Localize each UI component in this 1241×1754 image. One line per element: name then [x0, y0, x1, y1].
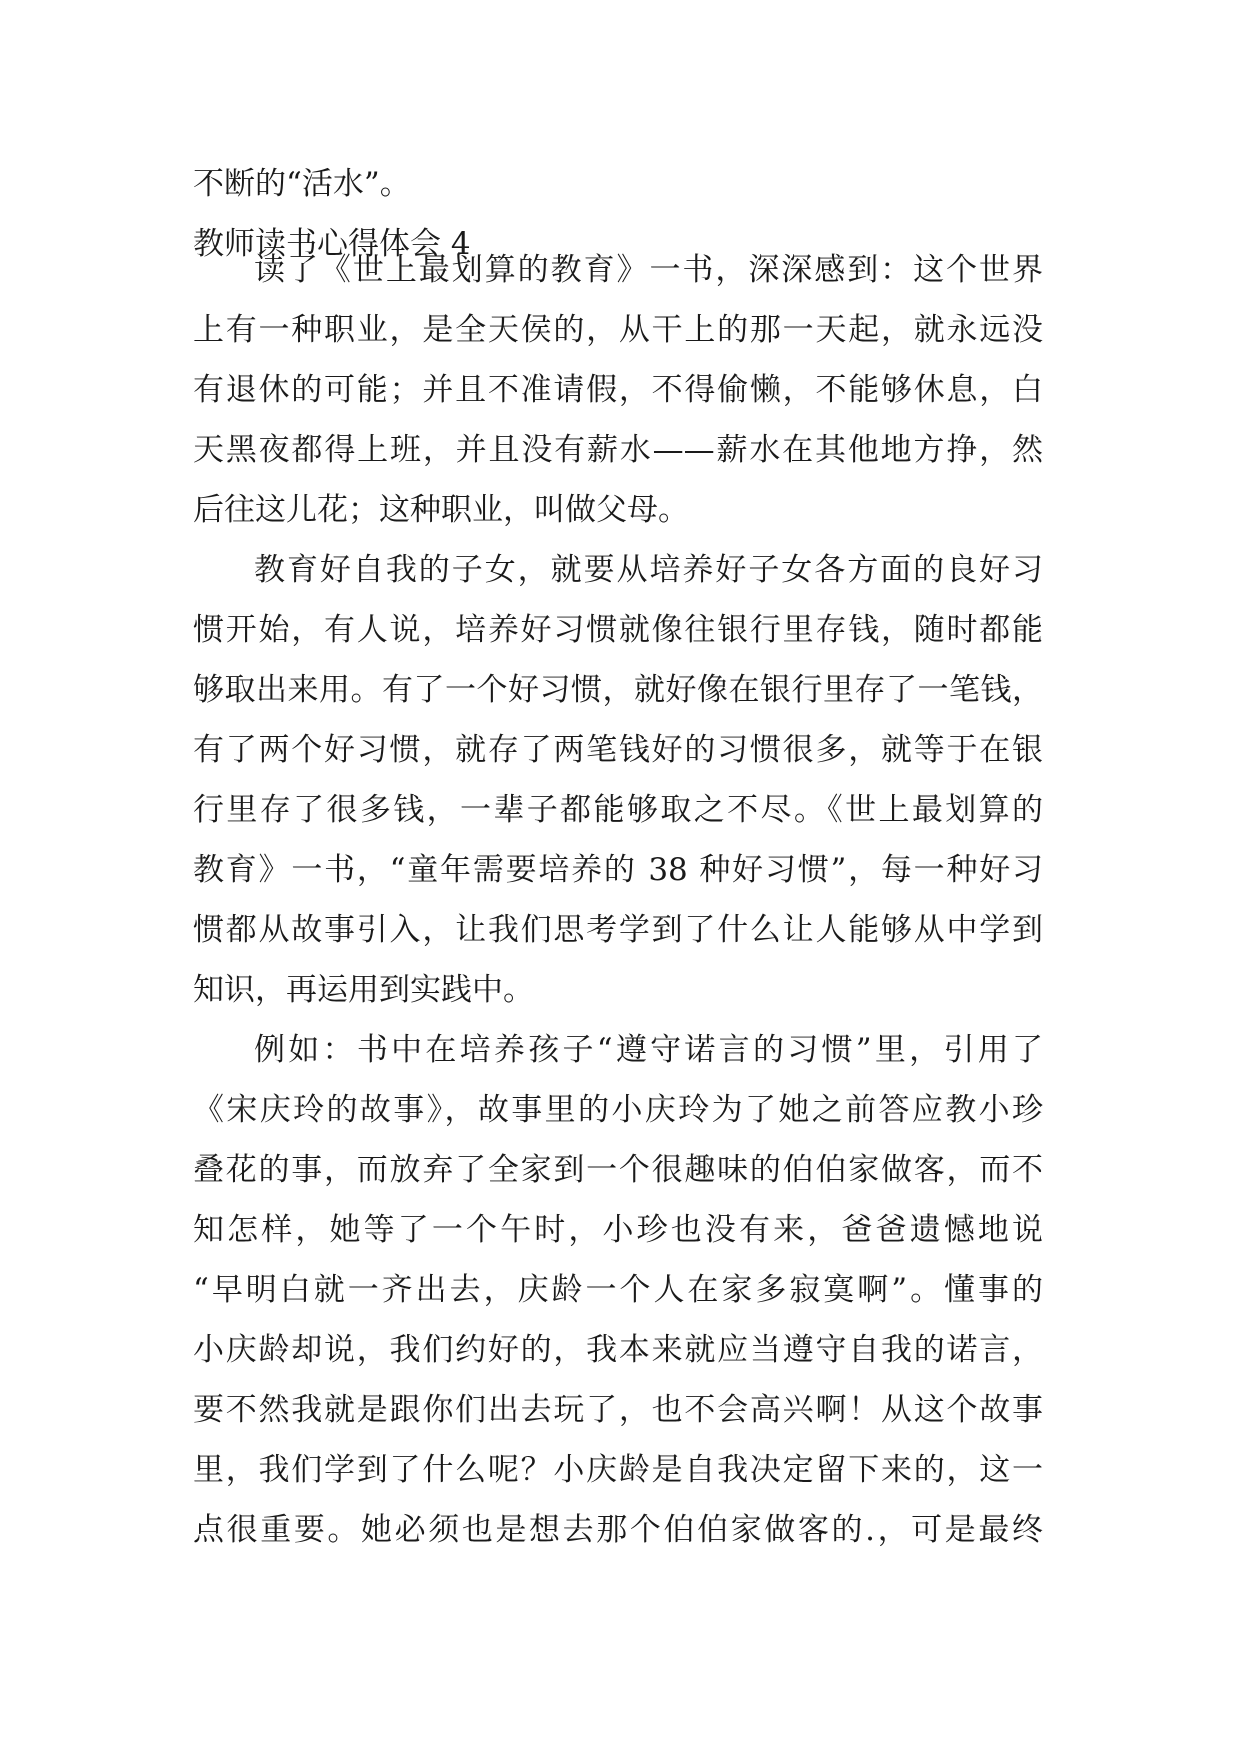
paragraph-1-line-4: 天黑夜都得上班，并且没有薪水——薪水在其他地方挣，然 [193, 432, 1043, 468]
paragraph-1-line-1: 读了《世上最划算的教育》一书，深深感到：这个世界 [254, 252, 1043, 288]
paragraph-3-line-8: 里，我们学到了什么呢？小庆龄是自我决定留下来的，这一 [193, 1452, 1043, 1488]
paragraph-3-line-9: 点很重要。她必须也是想去那个伯伯家做客的.，可是最终 [193, 1512, 1043, 1548]
paragraph-3-line-7: 要不然我就是跟你们出去玩了，也不会高兴啊！从这个故事 [193, 1392, 1043, 1428]
paragraph-1-line-5: 后往这儿花；这种职业，叫做父母。 [193, 492, 689, 528]
paragraph-2-line-7: 惯都从故事引入，让我们思考学到了什么让人能够从中学到 [193, 912, 1043, 948]
paragraph-2-line-6: 教育》一书，“童年需要培养的 38 种好习惯”，每一种好习 [193, 852, 1043, 888]
paragraph-3-line-3: 叠花的事，而放弃了全家到一个很趣味的伯伯家做客，而不 [193, 1152, 1043, 1188]
paragraph-3-line-4: 知怎样，她等了一个午时，小珍也没有来，爸爸遗憾地说 [193, 1212, 1043, 1248]
paragraph-2-line-2: 惯开始，有人说，培养好习惯就像往银行里存钱，随时都能 [193, 612, 1043, 648]
paragraph-2-line-3: 够取出来用。有了一个好习惯，就好像在银行里存了一笔钱， [193, 672, 1043, 708]
paragraph-1-line-2: 上有一种职业，是全天侯的，从干上的那一天起，就永远没 [193, 312, 1043, 348]
paragraph-3-line-2: 《宋庆玲的故事》，故事里的小庆玲为了她之前答应教小珍 [193, 1092, 1043, 1128]
section-heading: 教师读书心得体会 4 [193, 226, 471, 262]
paragraph-2-line-8: 知识，再运用到实践中。 [193, 972, 534, 1008]
text-line-continuation: 不断的“活水”。 [193, 166, 411, 202]
paragraph-1-line-3: 有退休的可能；并且不准请假，不得偷懒，不能够休息，白 [193, 372, 1043, 408]
paragraph-2-line-5: 行里存了很多钱，一辈子都能够取之不尽。《世上最划算的 [193, 792, 1043, 828]
paragraph-3-line-5: “早明白就一齐出去，庆龄一个人在家多寂寞啊”。懂事的 [193, 1272, 1043, 1308]
paragraph-3-line-1: 例如：书中在培养孩子“遵守诺言的习惯”里，引用了 [254, 1032, 1043, 1068]
paragraph-2-line-4: 有了两个好习惯，就存了两笔钱好的习惯很多，就等于在银 [193, 732, 1043, 768]
paragraph-3-line-6: 小庆龄却说，我们约好的，我本来就应当遵守自我的诺言， [193, 1332, 1043, 1368]
paragraph-2-line-1: 教育好自我的子女，就要从培养好子女各方面的良好习 [254, 552, 1043, 588]
